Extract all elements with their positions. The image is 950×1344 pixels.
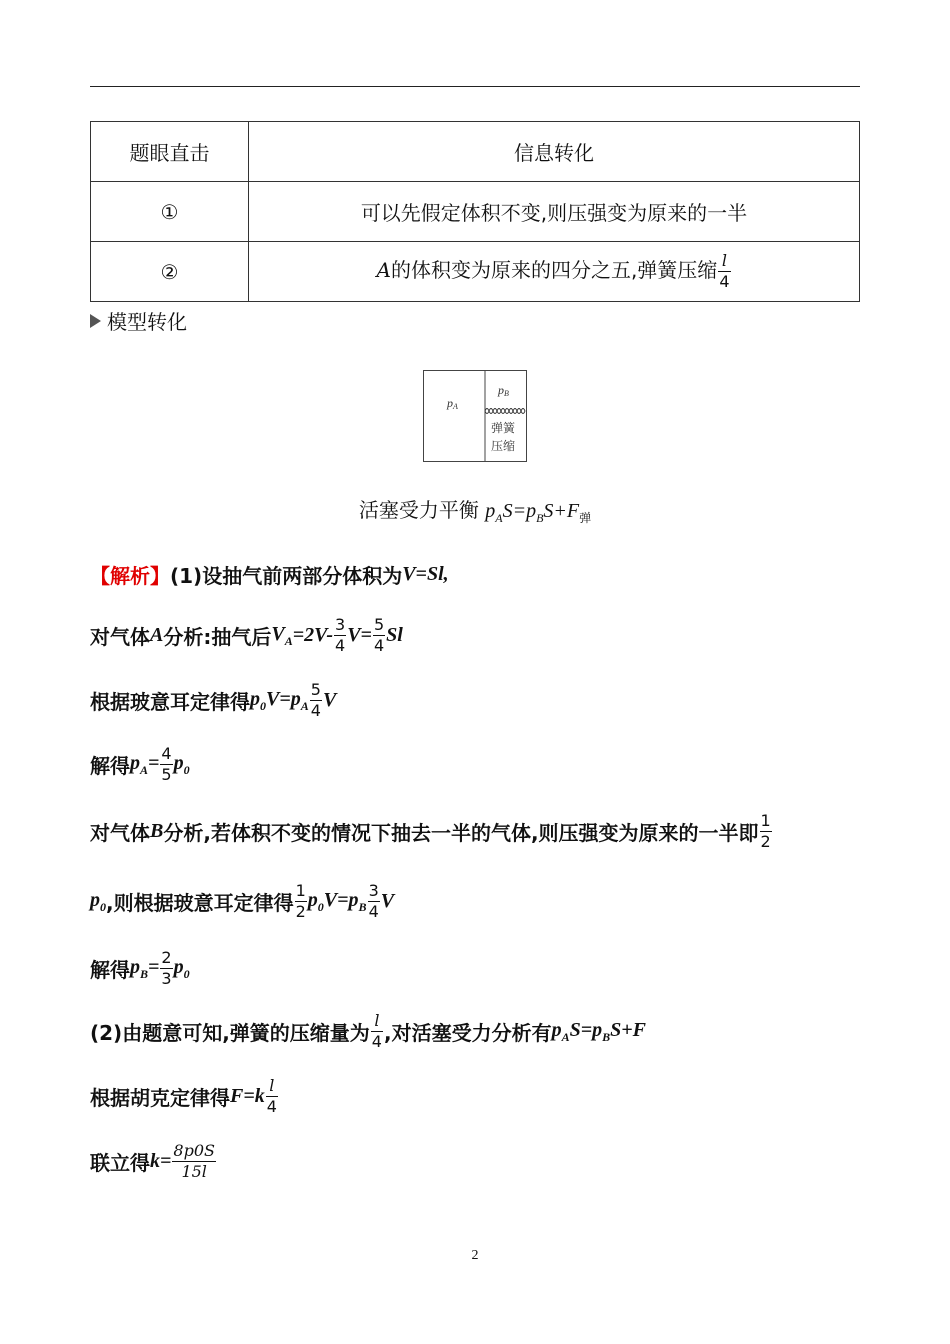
piston-diagram bbox=[423, 370, 527, 462]
row-text-body: 的体积变为原来的四分之五,弹簧压缩 bbox=[390, 258, 718, 282]
solution-line-7 bbox=[90, 950, 190, 987]
label-pb: pB bbox=[498, 383, 509, 398]
text: 联立得 bbox=[90, 1151, 150, 1175]
math: Sl bbox=[386, 624, 403, 646]
math: $p_0V=p_B$ bbox=[307, 888, 367, 914]
math: $p_0$ bbox=[173, 751, 190, 777]
solution-line-6 bbox=[90, 883, 394, 920]
solution-line-4 bbox=[90, 746, 190, 783]
top-rule bbox=[90, 86, 860, 87]
text: 解得 bbox=[90, 958, 130, 982]
model-heading-text: 模型转化 bbox=[107, 310, 187, 334]
header-col2: 信息转化 bbox=[249, 122, 860, 182]
solution-line-9 bbox=[90, 1078, 279, 1115]
fraction: $\frac{3}{4}$ bbox=[368, 881, 379, 921]
fraction: $\frac{5}{4}$ bbox=[310, 680, 321, 720]
triangle-bullet-icon bbox=[90, 314, 101, 328]
balance-equation bbox=[0, 494, 950, 526]
fraction: $\frac{3}{4}$ bbox=[335, 615, 346, 655]
frac-den: 4 bbox=[719, 272, 730, 291]
fraction: $\frac{5}{4}$ bbox=[373, 615, 385, 655]
row-text: 可以先假定体积不变,则压强变为原来的一半 bbox=[249, 182, 860, 242]
row-mark: ① bbox=[91, 182, 249, 242]
text: 根据玻意耳定律得 bbox=[90, 690, 250, 714]
fraction: $\frac{1}{2}$ bbox=[760, 811, 771, 851]
math: $p_0V=p_A$ bbox=[250, 687, 309, 713]
info-table bbox=[90, 121, 860, 302]
table-header-row bbox=[91, 122, 860, 182]
balance-prefix: 活塞受力平衡 bbox=[358, 498, 486, 522]
math: V=Sl, bbox=[402, 563, 449, 585]
fraction: $\frac{1}{2}$ bbox=[295, 881, 306, 921]
solution-line-3 bbox=[90, 682, 336, 719]
math: F=k bbox=[230, 1085, 265, 1107]
math: A bbox=[150, 624, 164, 646]
var-a: A bbox=[376, 258, 391, 282]
math: $p_0$ bbox=[173, 955, 190, 981]
text: 解得 bbox=[90, 754, 130, 778]
math: =2V- bbox=[292, 624, 333, 646]
spring-text-1: 弹簧 bbox=[491, 421, 516, 435]
spring-icon bbox=[485, 409, 525, 414]
fraction: $\frac{l}{4}$ bbox=[266, 1076, 277, 1116]
solution-line-1 bbox=[90, 560, 449, 589]
label-pa: pA bbox=[447, 396, 458, 411]
text: (1)设抽气前两部分体积为 bbox=[170, 564, 403, 588]
text: (2)由题意可知,弹簧的压缩量为 bbox=[90, 1021, 370, 1045]
math: $p_A=$ bbox=[130, 751, 160, 777]
table-row bbox=[91, 182, 860, 242]
fraction bbox=[718, 253, 730, 290]
fraction: $\frac{2}{3}$ bbox=[161, 948, 172, 988]
math: V bbox=[322, 689, 337, 711]
balance-math: $p_AS=p_BS+F$ bbox=[485, 500, 580, 525]
spring-text-2: 压缩 bbox=[491, 439, 516, 453]
row-text bbox=[249, 242, 860, 302]
fraction: $\frac{4}{5}$ bbox=[161, 744, 172, 784]
solution-line-8 bbox=[90, 1013, 646, 1050]
table-row bbox=[91, 242, 860, 302]
math: V bbox=[380, 890, 395, 912]
frac-num: l bbox=[718, 253, 730, 272]
text: ,则根据玻意耳定律得 bbox=[106, 891, 294, 915]
model-heading bbox=[90, 306, 187, 335]
text: 分析,若体积不变的情况下抽去一半的气体,则压强变为原来的一半即 bbox=[163, 821, 759, 845]
fraction: $\frac{l}{4}$ bbox=[371, 1011, 382, 1051]
text: 分析:抽气后 bbox=[163, 625, 272, 649]
math: V= bbox=[347, 624, 372, 646]
solution-line-5 bbox=[90, 813, 773, 850]
text: ,对活塞受力分析有 bbox=[383, 1021, 552, 1045]
row-mark: ② bbox=[91, 242, 249, 302]
page-number: 2 bbox=[471, 1248, 479, 1263]
solution-line-10 bbox=[90, 1143, 217, 1180]
solution-label: 【解析】 bbox=[90, 564, 170, 588]
math: k= bbox=[150, 1150, 172, 1172]
text: 对气体 bbox=[90, 625, 150, 649]
balance-spring-sub: 弹 bbox=[579, 511, 592, 525]
math: B bbox=[150, 820, 164, 842]
math: $p_0$ bbox=[90, 888, 106, 914]
solution-line-2 bbox=[90, 617, 403, 654]
text: 对气体 bbox=[90, 821, 150, 845]
math: $p_AS=p_BS+F$ bbox=[551, 1018, 647, 1044]
text: 根据胡克定律得 bbox=[90, 1086, 230, 1110]
math: $p_B=$ bbox=[130, 955, 160, 981]
math: $V_A$ bbox=[271, 622, 293, 648]
fraction: $\frac{8p0S}{15l}$ bbox=[173, 1141, 215, 1181]
header-col1: 题眼直击 bbox=[91, 122, 249, 182]
